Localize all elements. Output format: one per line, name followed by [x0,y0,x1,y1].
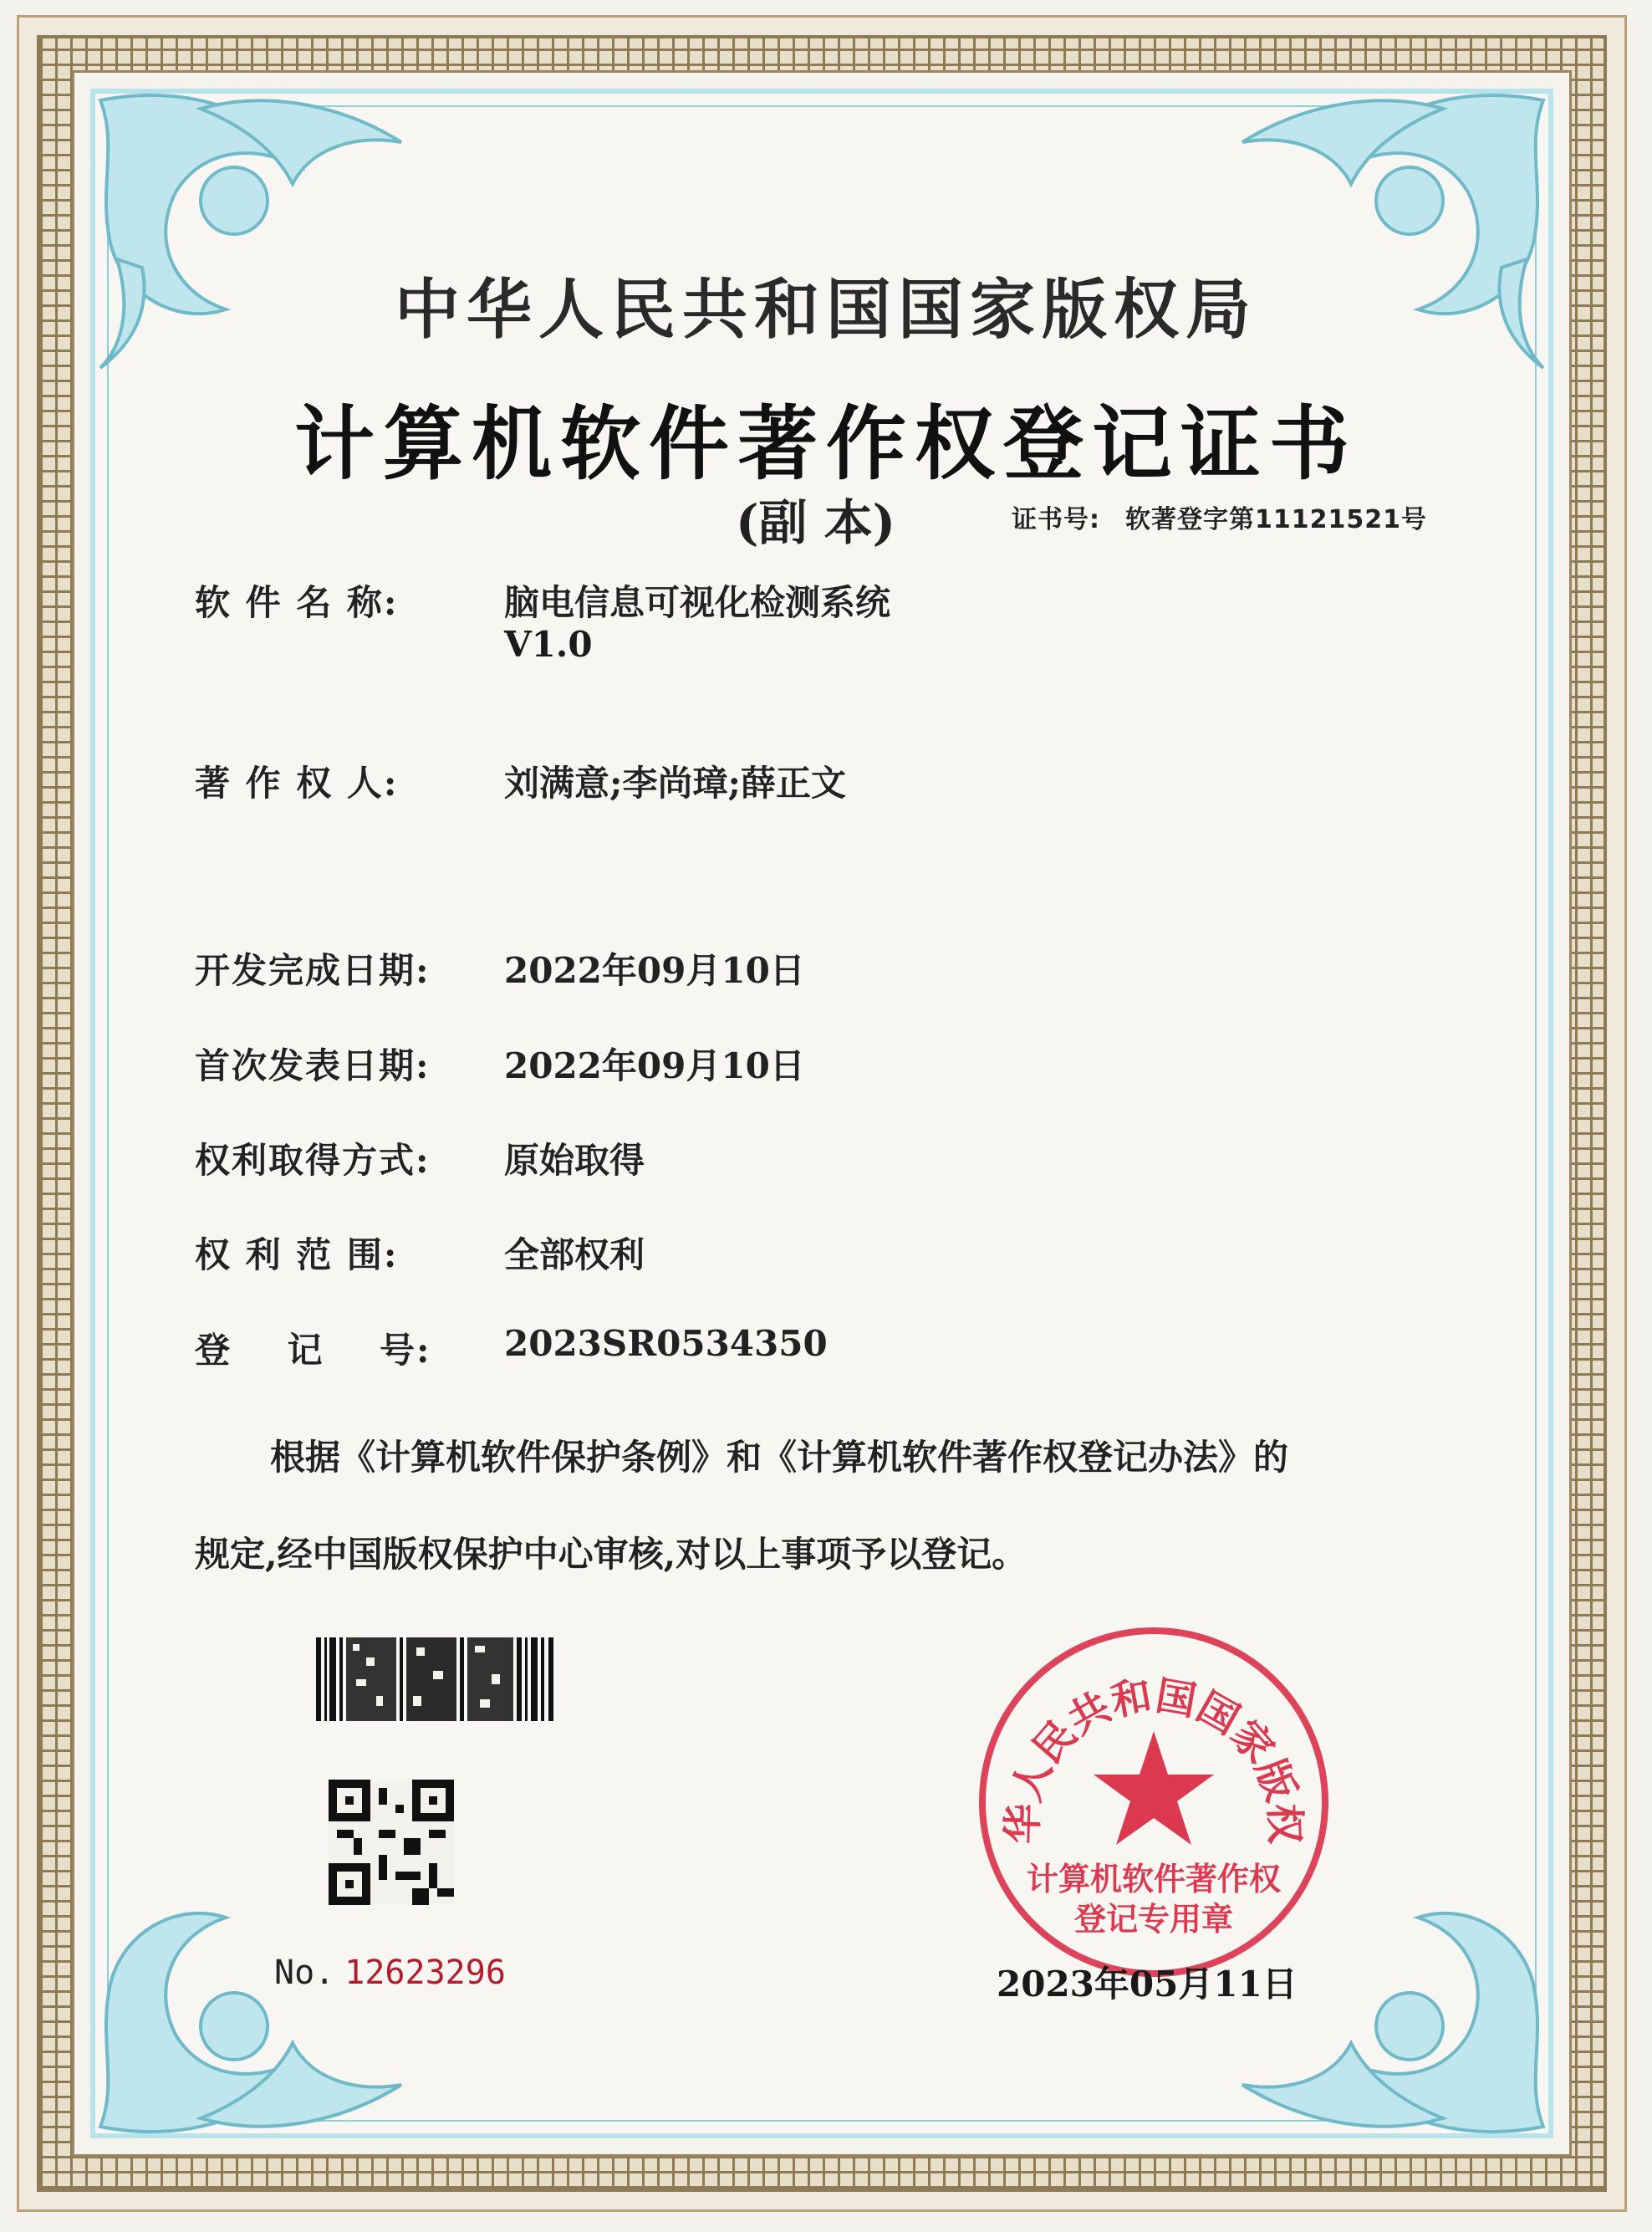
issue-date: 2023年05月11日 [997,1964,1298,2005]
certificate-number-label: 证书号: [1012,505,1100,534]
serial-prefix: No. [274,1954,335,1992]
copyright-holder-label: 著 作 权 人: [195,763,399,804]
copyright-holder-value: 刘满意;李尚璋;薛正文 [504,763,847,804]
issuer-name: 中华人民共和国国家版权局 [394,272,1257,348]
field-publish-date [195,1039,805,1089]
software-version: V1.0 [504,624,593,665]
software-name-value: 脑电信息可视化检测系统 [504,582,891,623]
copy-label: (副 本) [736,494,896,551]
statement-line-1: 根据《计算机软件保护条例》和《计算机软件著作权登记办法》的 [270,1437,1289,1478]
field-reg-number [195,1323,828,1373]
reg-number-label: 登 记 号: [195,1330,431,1371]
publish-date-label: 首次发表日期: [195,1045,431,1086]
certificate-number [1012,498,1452,535]
field-copyright-holder [195,756,847,806]
serial-value: 12623296 [344,1954,506,1992]
acquisition-label: 权利取得方式: [195,1140,431,1181]
completion-date-label: 开发完成日期: [195,950,431,991]
seal-star-icon [1094,1731,1214,1845]
barcode [316,1637,557,1721]
official-seal [974,1622,1333,1982]
software-name-label: 软 件 名 称: [195,582,399,623]
acquisition-value: 原始取得 [504,1140,645,1181]
certificate-number-value: 软著登字第11121521号 [1125,505,1427,534]
seal-inner-text-2: 登记专用章 [1073,1900,1234,1938]
seal-ring-text: 华人民共和国国家版权 [999,1672,1308,1845]
field-scope [195,1228,645,1278]
field-software-name [195,575,891,626]
scope-value: 全部权利 [504,1234,645,1275]
completion-date-value: 2022年09月10日 [504,950,805,991]
reg-number-value: 2023SR0534350 [504,1323,828,1364]
field-acquisition [195,1133,645,1183]
certificate-title: 计算机软件著作权登记证书 [294,396,1358,491]
seal-inner-text-1: 计算机软件著作权 [1026,1860,1282,1897]
statement-line-2: 规定,经中国版权保护中心审核,对以上事项予以登记。 [195,1534,1027,1575]
field-completion-date [195,943,805,993]
serial-number [274,1954,506,1992]
publish-date-value: 2022年09月10日 [504,1045,805,1086]
qr-code [329,1780,454,1905]
scope-label: 权 利 范 围: [195,1234,399,1275]
